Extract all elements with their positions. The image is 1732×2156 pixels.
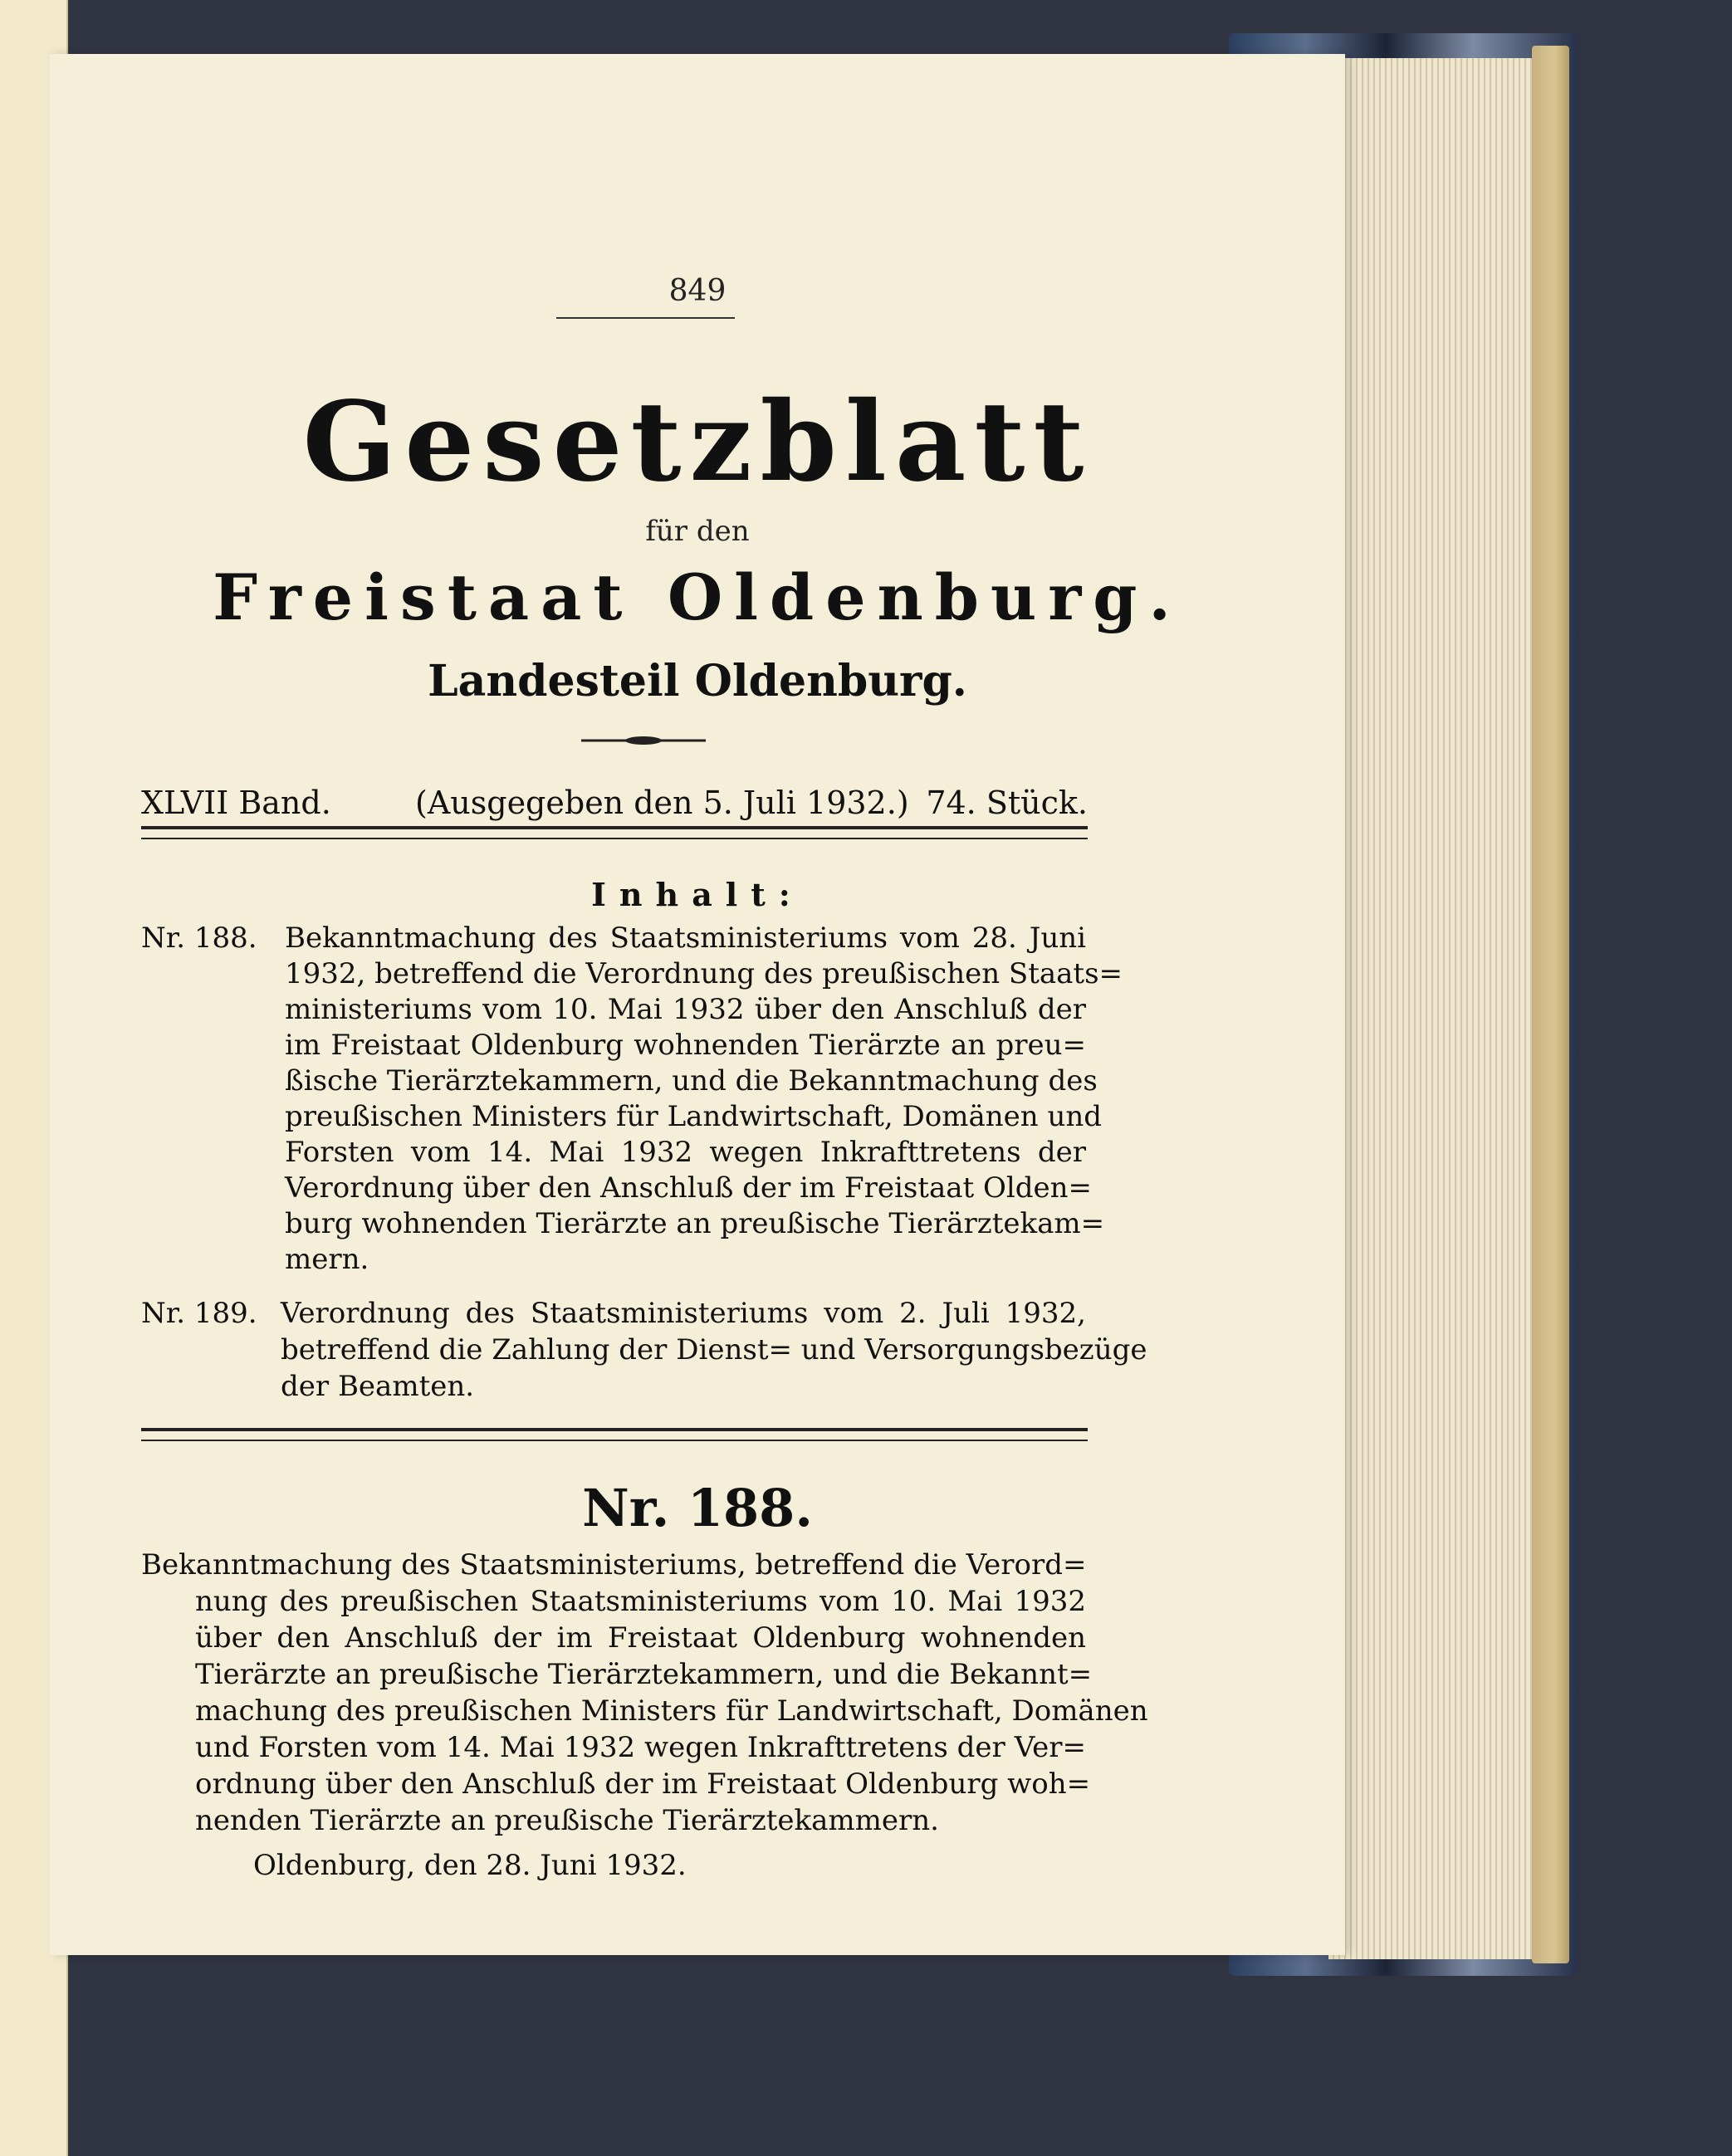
section-heading: Nr. 188. — [582, 1478, 813, 1538]
body-line: Tierärzte an preußische Tierärztekammern, und die Bekannt= — [195, 1658, 1093, 1691]
piece-number: 74. Stück. — [926, 785, 1088, 821]
body-line: Bekanntmachung des Staatsministeriums, betreffend die Verord= — [141, 1548, 1087, 1582]
masthead-title: Gesetzblatt — [302, 378, 1093, 506]
body-line: ordnung über den Anschluß der im Freistaat Oldenburg woh= — [195, 1767, 1091, 1801]
header-rule — [141, 826, 1088, 839]
body-line: nenden Tierärzte an preußische Tierärztekammern. — [195, 1804, 939, 1837]
body-line: über den Anschluß der im Freistaat Oldenburg wohnenden — [195, 1621, 1086, 1655]
contents-entry-line: mern. — [285, 1243, 369, 1276]
page-number: 849 — [668, 274, 727, 308]
volume-label: XLVII Band. — [141, 785, 331, 821]
issue-date: (Ausgegeben den 5. Juli 1932.) — [415, 785, 909, 821]
dateline: Oldenburg, den 28. Juni 1932. — [253, 1849, 687, 1882]
masthead-state: Freistaat Oldenburg. — [213, 560, 1182, 634]
contents-entry-line: burg wohnenden Tierärzte an preußische Tierärztekam= — [285, 1207, 1105, 1240]
masthead-region: Landesteil Oldenburg. — [428, 656, 967, 706]
contents-entry-line: ßische Tierärztekammern, und die Bekanntmachung des — [285, 1064, 1098, 1098]
page-stack-edges — [1328, 58, 1532, 1959]
contents-rule — [141, 1428, 1088, 1441]
contents-heading: Inhalt: — [591, 876, 804, 913]
contents-entry-line: im Freistaat Oldenburg wohnenden Tierärzte an preu= — [285, 1029, 1086, 1062]
contents-entry-line: betreffend die Zahlung der Dienst= und Versorgungsbezüge — [281, 1333, 1147, 1366]
body-line: machung des preußischen Ministers für Landwirtschaft, Domänen — [195, 1694, 1148, 1728]
contents-entry-line: Bekanntmachung des Staatsministeriums vom 28. Juni — [285, 922, 1086, 955]
body-line: und Forsten vom 14. Mai 1932 wegen Inkrafttretens der Ver= — [195, 1731, 1086, 1764]
masthead-subtitle: für den — [645, 515, 750, 548]
cover-spine-edge — [1532, 46, 1569, 1963]
contents-entry-line: der Beamten. — [281, 1370, 475, 1403]
document-page — [50, 54, 1345, 1955]
contents-entry-number: Nr. 188. — [141, 922, 257, 955]
contents-entry-line: ministeriums vom 10. Mai 1932 über den Anschluß der — [285, 993, 1086, 1026]
page-number-rule — [556, 317, 735, 319]
contents-entry-line: Forsten vom 14. Mai 1932 wegen Inkrafttretens der — [285, 1136, 1086, 1169]
contents-entry-line: preußischen Ministers für Landwirtschaft, Domänen und — [285, 1100, 1103, 1133]
contents-entry-line: 1932, betreffend die Verordnung des preußischen Staats= — [285, 957, 1123, 990]
body-line: nung des preußischen Staatsministeriums vom 10. Mai 1932 — [195, 1585, 1086, 1618]
ornament-divider — [581, 735, 706, 746]
contents-entry-number: Nr. 189. — [141, 1297, 257, 1330]
contents-entry-line: Verordnung über den Anschluß der im Freistaat Olden= — [285, 1171, 1092, 1205]
contents-entry-line: Verordnung des Staatsministeriums vom 2. Juli 1932, — [281, 1297, 1086, 1330]
